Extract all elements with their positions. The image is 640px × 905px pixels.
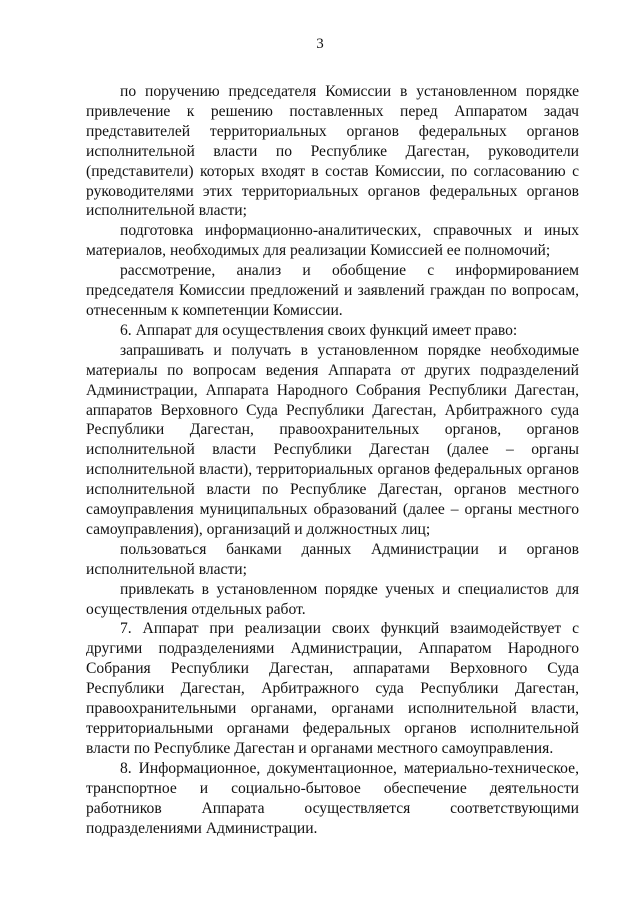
paragraph-review-proposals: рассмотрение, анализ и обобщение с информированием председателя Комиссии предложений и заявлений граждан по вопросам, отнесенным к компетенции Комиссии. (86, 262, 579, 319)
paragraph-engage-specialists: привлекать в установленном порядке ученых и специалистов для осуществления отдельных работ. (86, 580, 579, 618)
paragraph-section-7-interaction: 7. Аппарат при реализации своих функций взаимодействует с другими подразделениями Администрации, Аппаратом Народного Собрания Республики Дагестан, аппаратами Верховного Суда Республики Дагестан, Арбитражного суда Республики Дагестан, правоохранительными органами, органами исполнительной власти, территориальными органами федеральных органов исполнительной власти по Республике Дагестан и органами местного самоуправления. (86, 620, 579, 757)
paragraph-request-materials: запрашивать и получать в установленном порядке необходимые материалы по вопросам ведения Аппарата от других подразделений Администрации, Аппарата Народного Собрания Республики Дагестан, аппаратов Верховного Суда Республики Дагестан, Арбитражного суда Республики Дагестан, правоохранительных органов, органов исполнительной власти Республики Дагестан (далее – органы исполнительной власти), территориальных органов федеральных органов исполнительной власти по Республике Дагестан, органов местного самоуправления муниципальных образований (далее – органы местного самоуправления), организаций и должностных лиц; (86, 341, 579, 538)
paragraph-prepare-materials: подготовка информационно-аналитических, справочных и иных материалов, необходимых для реализации Комиссией ее полномочий; (86, 222, 579, 260)
paragraph-section-8-support: 8. Информационное, документационное, материально-техническое, транспортное и социально-бытовое обеспечение деятельности работников Аппарата осуществляется соответствующими подразделениями Администрации. (86, 759, 579, 837)
page-number: 3 (316, 36, 324, 52)
paragraph-section-6-heading: 6. Аппарат для осуществления своих функций имеет право: (120, 321, 518, 339)
paragraph-use-databanks: пользоваться банками данных Администрации и органов исполнительной власти; (86, 540, 579, 578)
paragraph-attract-representatives: по поручению председателя Комиссии в установленном порядке привлечение к решению поставленных перед Аппаратом задач представителей территориальных органов федеральных органов исполнительной власти по Республике Дагестан, руководители (представители) которых входят в состав Комиссии, по согласованию с руководителями этих территориальных органов федеральных органов исполнительной власти; (86, 83, 579, 220)
document-body (86, 82, 579, 838)
